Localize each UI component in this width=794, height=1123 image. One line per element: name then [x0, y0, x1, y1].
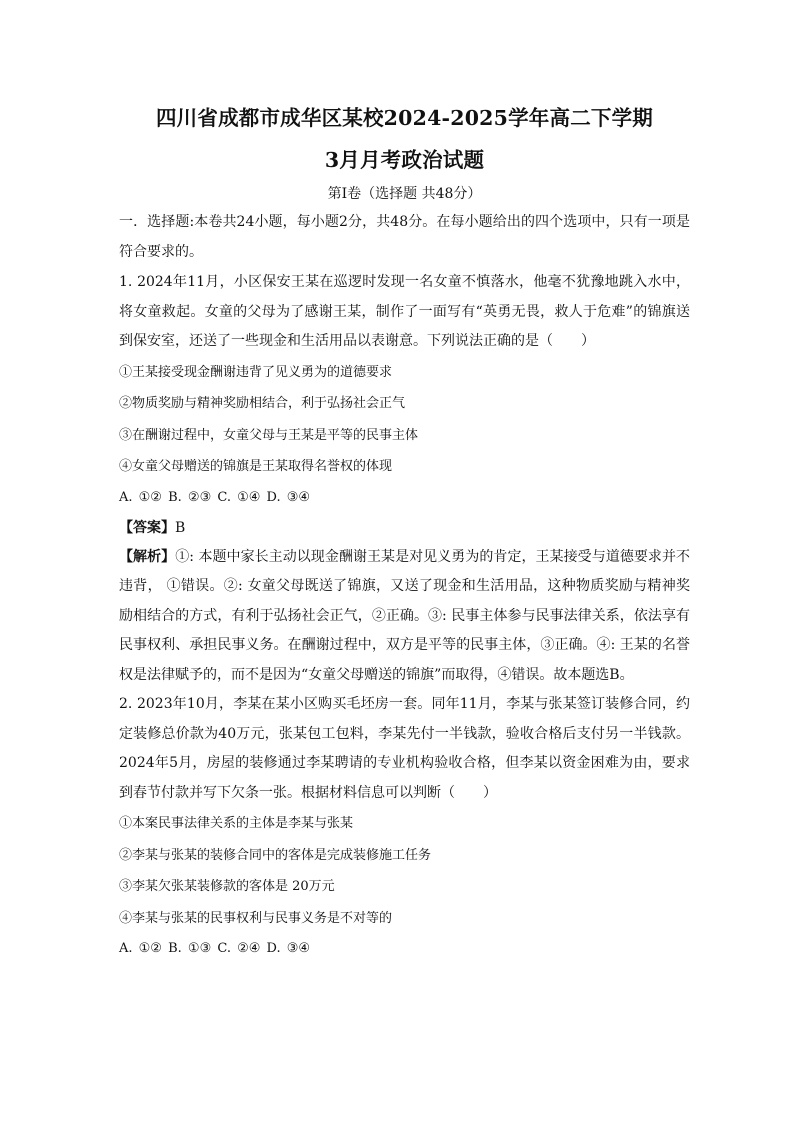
answer-choices: A. ①② B. ①③ C. ②④ D. ③④ [119, 941, 311, 956]
question-1 [119, 268, 690, 690]
question-option: ③李某欠张某装修款的客体是 20万元 [119, 879, 335, 894]
answer-value: B [175, 519, 186, 536]
answer-line [119, 513, 690, 543]
part-heading: 第Ⅰ卷（选择题 共48分） [327, 186, 482, 202]
document-title-line1: 四川省成都市成华区某校2024-2025学年高二下学期 [155, 106, 654, 130]
explanation-text: ①: 本题中家长主动以现金酬谢王某是对见义勇为的肯定，王某接受与道德要求并不违背， ①错误。②: 女童父母既送了锦旗，又送了现金和生活用品，这种物质奖励与精神奖励相结合的方式，有利于弘扬社会正气，②正确。③: 民事主体参与民事法律关系，依法享有民事权利、承担民事义务。在酬谢过程中，双方是平等的民事主体，③正确。④: 王某的名誉权是法律赋予的，而不是因为“女童父母赠送的锦旗”而取得，④错误。故本题选B。 [119, 548, 690, 683]
question-option: ②李某与张某的装修合同中的客体是完成装修施工任务 [119, 847, 432, 863]
question-option: ④女童父母赠送的锦旗是王某取得名誉权的体现 [119, 459, 393, 474]
question-option: ①王某接受现金酬谢违背了见义勇为的道德要求 [119, 364, 393, 380]
question-2 [119, 690, 690, 964]
question-option: ③在酬谢过程中，女童父母与王某是平等的民事主体 [119, 427, 419, 443]
question-option: ①本案民事法律关系的主体是李某与张某 [119, 816, 354, 831]
question-option: ④李某与张某的民事权利与民事义务是不对等的 [119, 910, 393, 926]
question-stem: 1. 2024年11月，小区保安王某在巡逻时发现一名女童不慎落水，他毫不犹豫地跳入水中，将女童救起。女童的父母为了感谢王某，制作了一面写有“英勇无畏，救人于危难”的锦旗送到保安室，还送了一些现金和生活用品以表谢意。下列说法正确的是（ ） [119, 274, 690, 349]
explanation-label: 【解析】 [119, 548, 176, 565]
question-stem: 2. 2023年10月，李某在某小区购买毛坯房一套。同年11月，李某与张某签订装修合同，约定装修总价款为40万元，张某包工包料，李某先付一半钱款，验收合格后支付另一半钱款。2024年5月，房屋的装修通过李某聘请的专业机构验收合格，但李某以资金困难为由，要求到春节付款并写下欠条一张。根据材料信息可以判断（ ） [119, 696, 690, 801]
section-intro: 一．选择题:本卷共24小题，每小题2分，共48分。在每小题给出的四个选项中，只有一项是符合要求的。 [119, 214, 690, 260]
answer-choices: A. ①② B. ②③ C. ①④ D. ③④ [119, 489, 311, 505]
explanation [119, 543, 690, 691]
answer-label: 【答案】 [119, 519, 175, 536]
question-option: ②物质奖励与精神奖励相结合，利于弘扬社会正气 [119, 396, 406, 411]
document-title-line2: 3月月考政治试题 [324, 148, 485, 172]
